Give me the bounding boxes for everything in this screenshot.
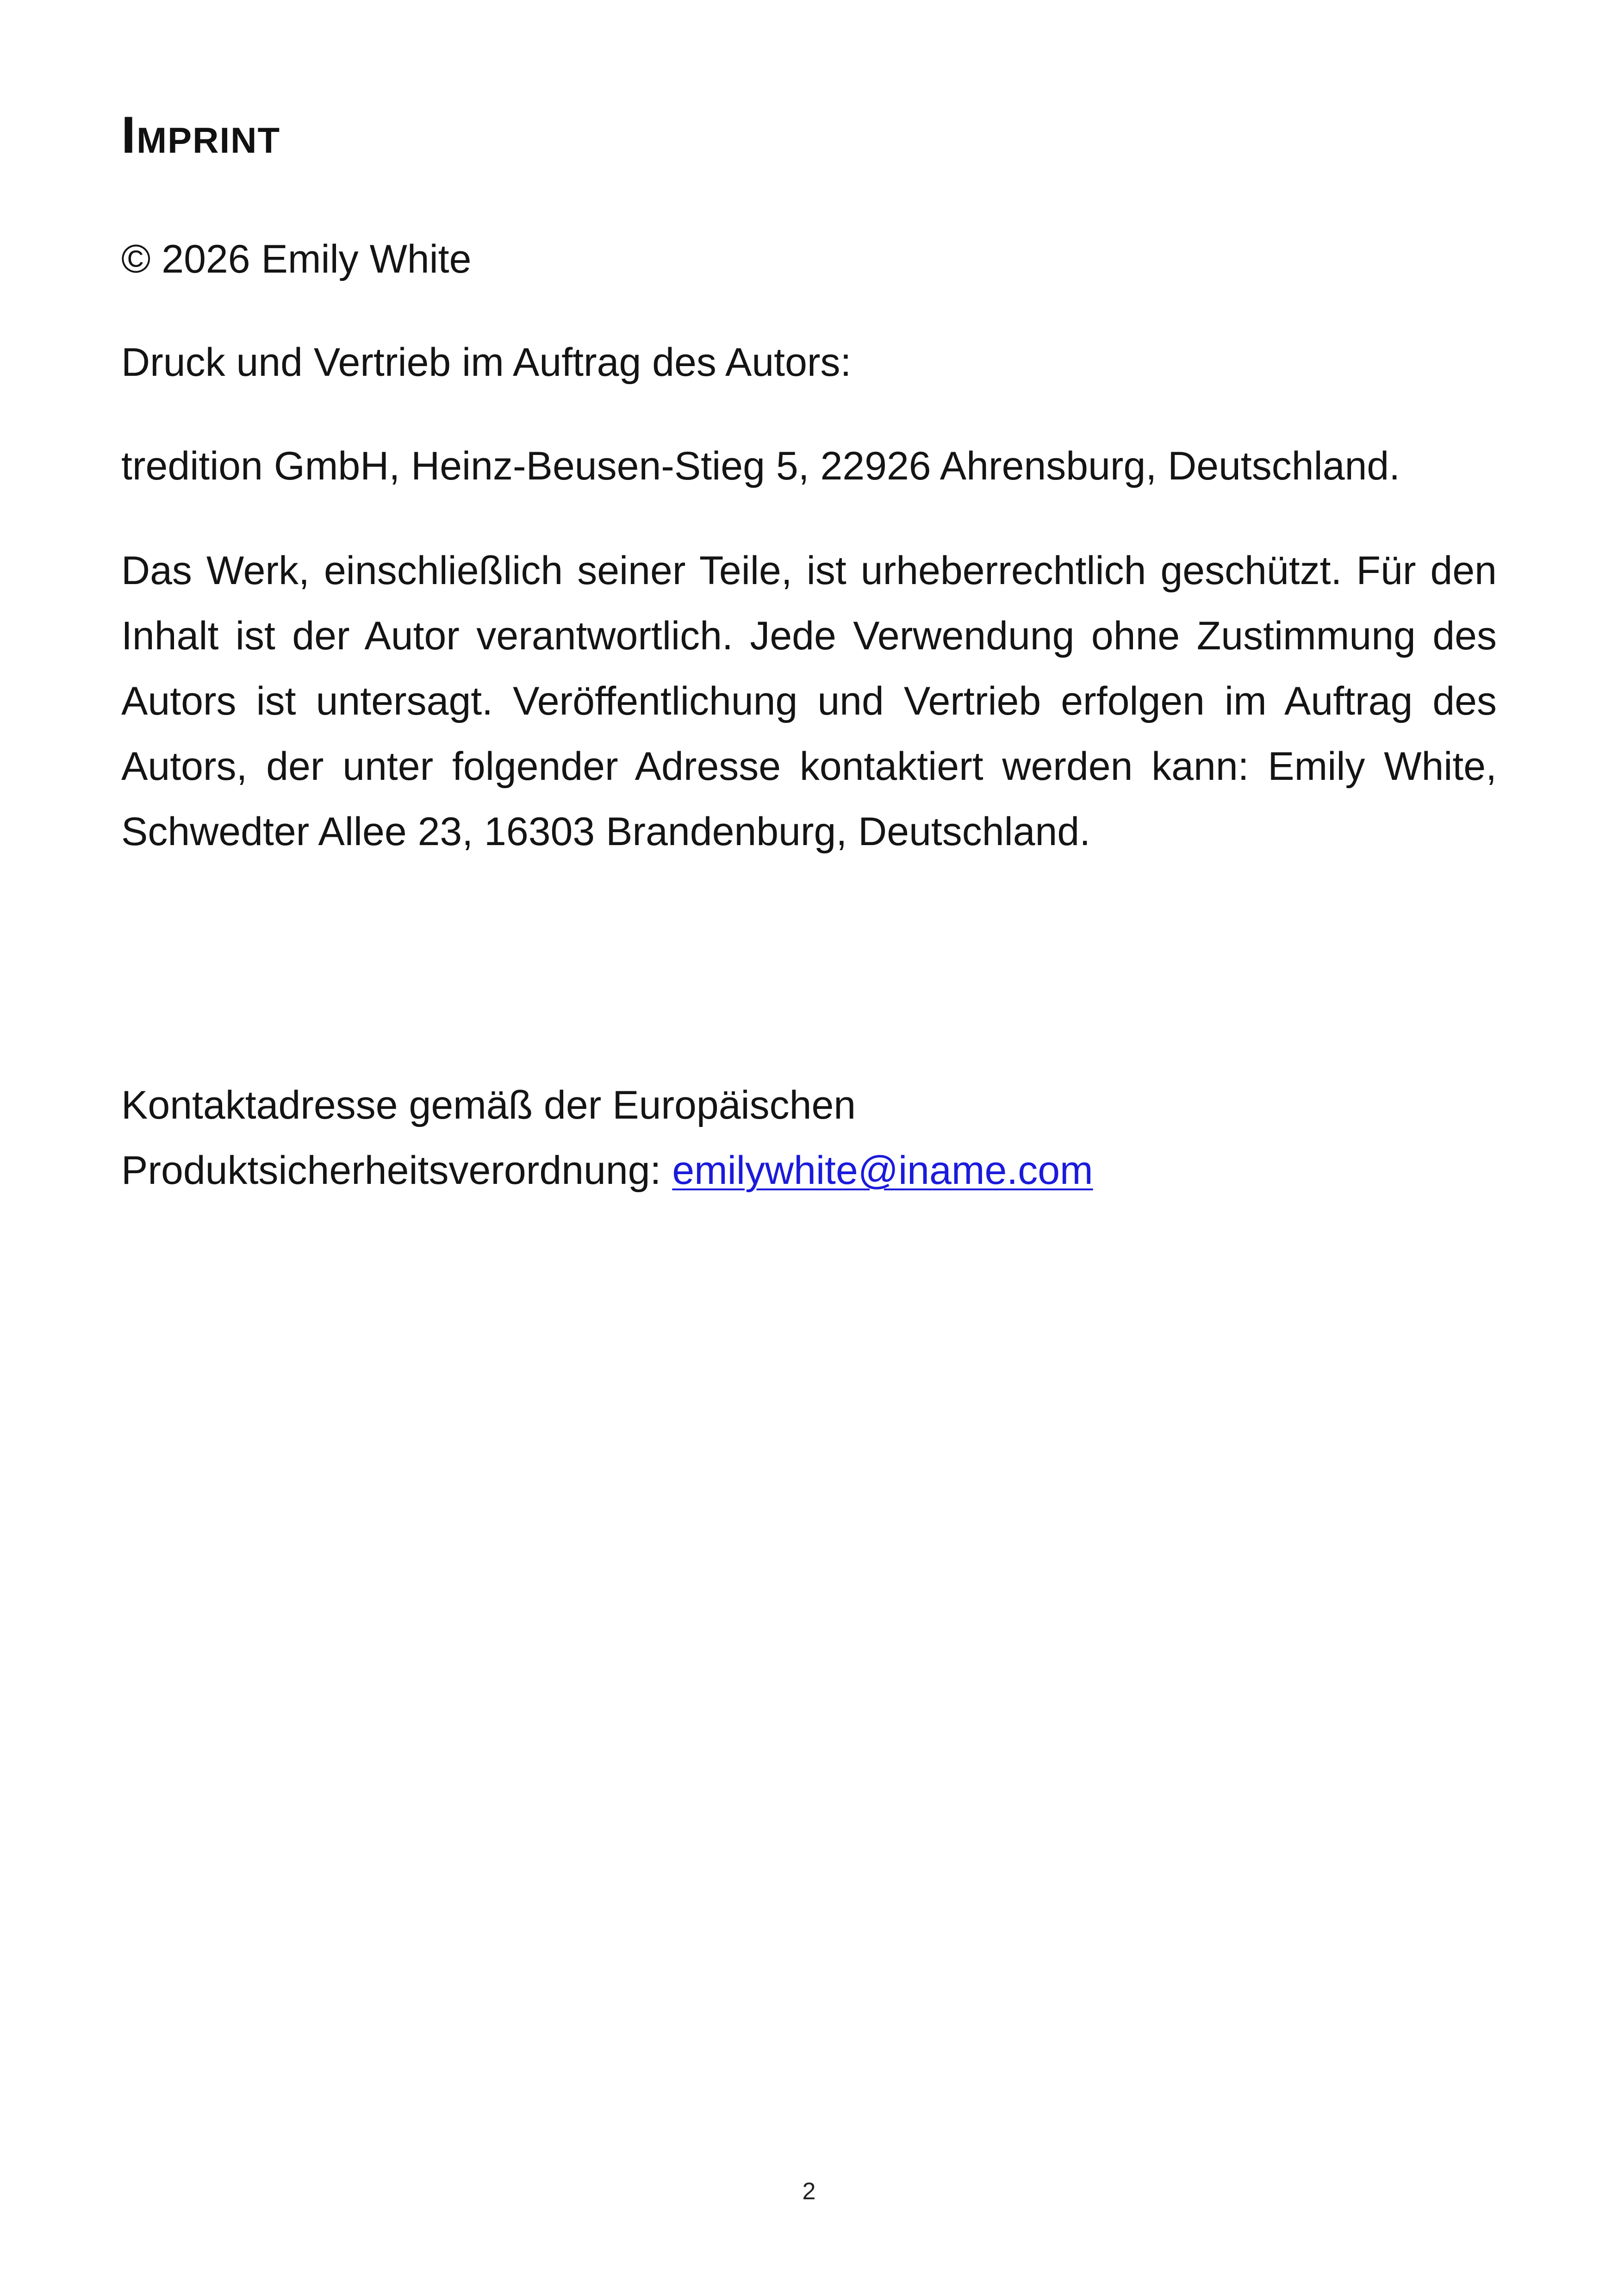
contact-email-row (121, 1138, 1497, 1203)
contact-email-link[interactable]: emilywhite@iname.com (672, 1148, 1093, 1193)
contact-line: Kontaktadresse gemäß der Europäischen (121, 1083, 856, 1127)
page-title: Imprint (121, 106, 281, 164)
legal-paragraph: Das Werk, einschließlich seiner Teile, ist urheberrechtlich geschützt. Für den Inhalt ist der Autor verantwortlich. Jede Verwendung ohne Zustimmung des Autors ist untersagt. Veröffentlichung und Vertrieb erfolgen im Auftrag des Autors, der unter folgender Adresse kontaktiert werden kann: Emily White, Schwedter Allee 23, 16303 Brandenburg, Deutschland. (121, 548, 1497, 854)
publisher-line: tredition GmbH, Heinz-Beusen-Stieg 5, 22926 Ahrensburg, Deutschland. (121, 444, 1400, 488)
contact-email-label: Produktsicherheitsverordnung: (121, 1148, 661, 1193)
copyright-line: © 2026 Emily White (121, 237, 472, 281)
contact-block (121, 1073, 1497, 1203)
page-number: 2 (802, 2178, 816, 2205)
printing-line: Druck und Vertrieb im Auftrag des Autors: (121, 340, 852, 385)
